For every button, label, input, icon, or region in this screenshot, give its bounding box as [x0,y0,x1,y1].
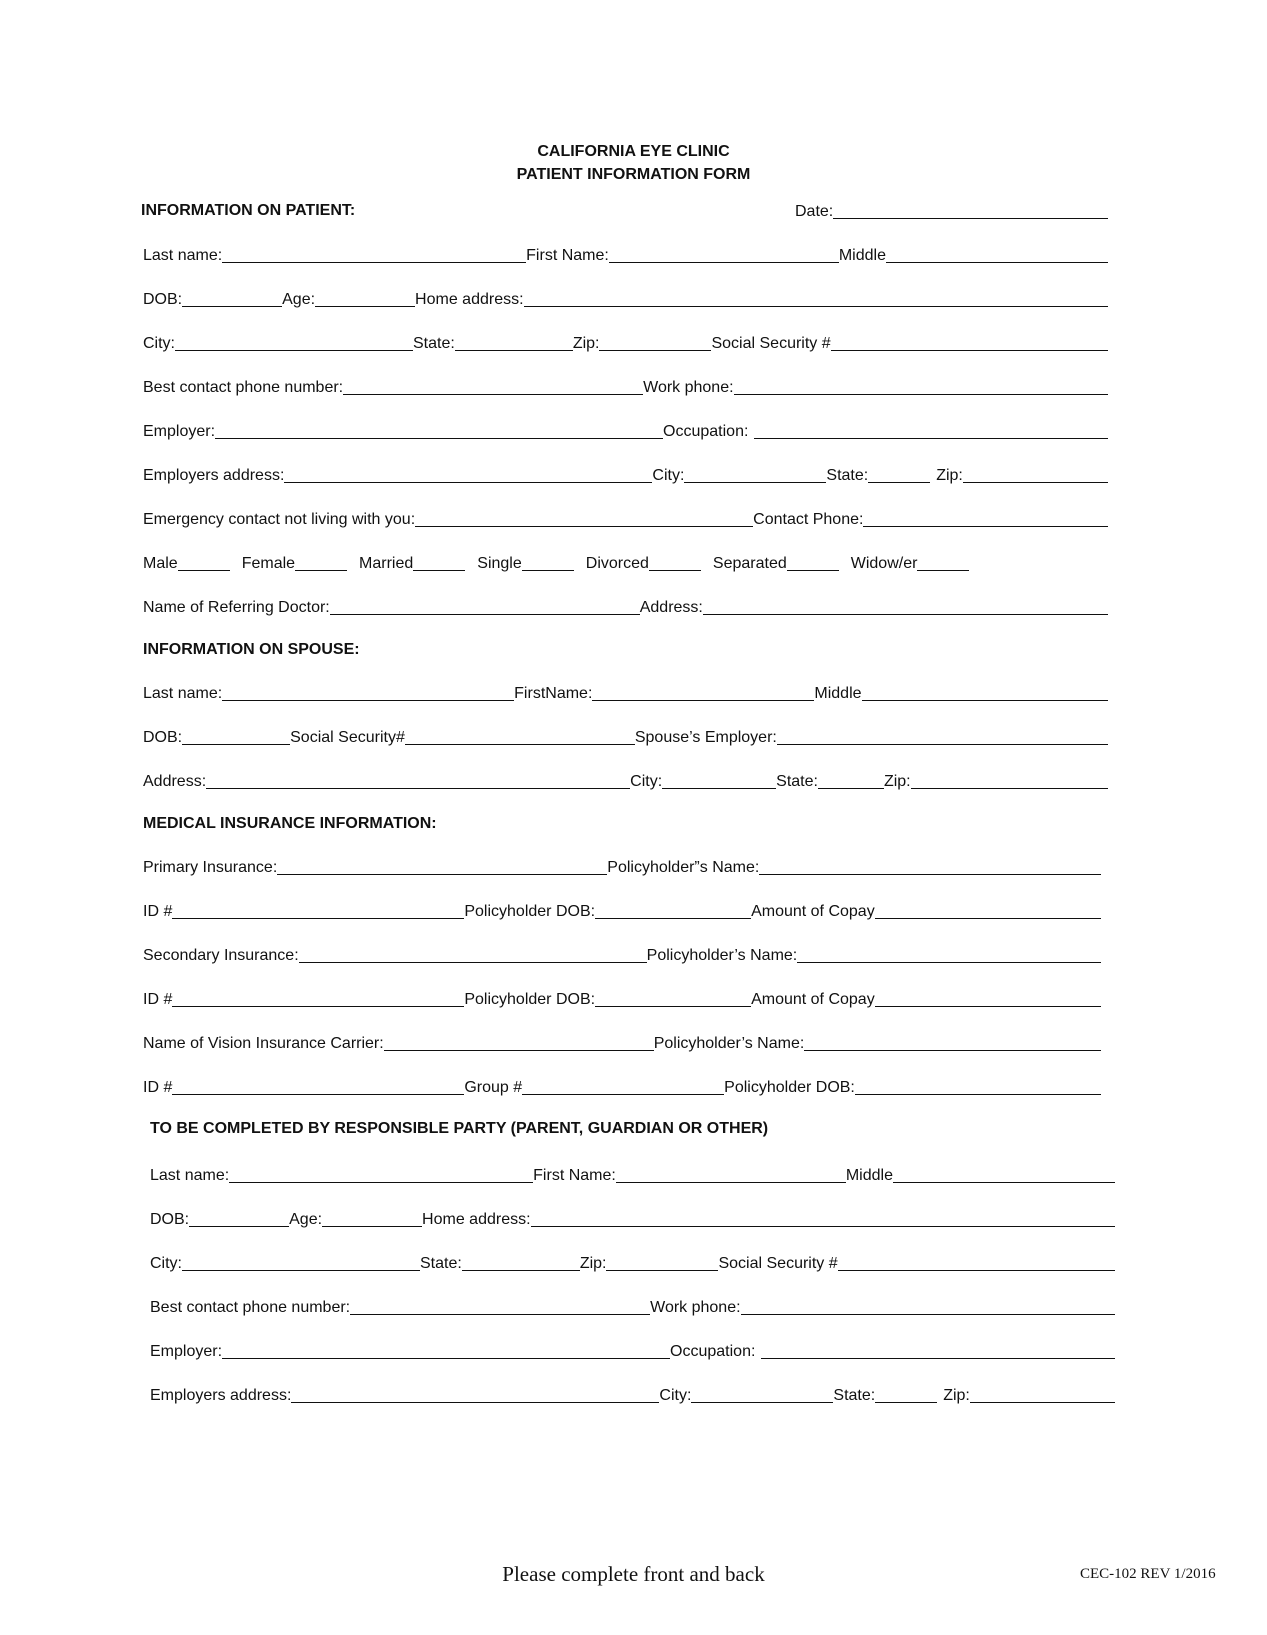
first-name-label: First Name: [526,247,609,264]
spouse-zip-label: Zip: [883,773,911,790]
state-label: State: [413,335,455,352]
patient-city-row [143,330,1108,354]
rp-employer-field[interactable] [222,1358,670,1359]
secondary-insurance-label: Secondary Insurance: [143,947,299,964]
rp-occupation-field[interactable] [761,1358,1115,1359]
referring-doctor-field[interactable] [330,614,640,615]
contact-phone-field[interactable] [863,526,1108,527]
widow-label: Widow/er [850,555,918,572]
employers-address-field[interactable] [284,482,652,483]
rp-last-name-label: Last name: [150,1167,230,1184]
secondary-insurance-row [143,942,1101,966]
separated-label: Separated [712,555,787,572]
rp-emp-state-field[interactable] [875,1402,937,1403]
spouse-city-label: City: [630,773,663,790]
form-code: CEC-102 REV 1/2016 [1080,1566,1216,1582]
male-field[interactable] [178,570,230,571]
id1-label: ID # [143,903,173,920]
ssn-label: Social Security # [711,335,831,352]
state-field[interactable] [455,350,573,351]
holder-dob2-field[interactable] [595,1006,751,1007]
id2-field[interactable] [172,1006,464,1007]
city-field[interactable] [175,350,413,351]
id3-label: ID # [143,1079,173,1096]
vision-id-row [143,1074,1101,1098]
rp-ssn-label: Social Security # [718,1255,838,1272]
spouse-employer-label: Spouse’s Employer: [634,729,777,746]
vision-carrier-label: Name of Vision Insurance Carrier: [143,1035,384,1052]
id3-field[interactable] [172,1094,464,1095]
holder-dob3-field[interactable] [855,1094,1101,1095]
section-patient: INFORMATION ON PATIENT: [141,202,356,219]
rp-emp-city-field[interactable] [691,1402,833,1403]
spouse-state-label: State: [776,773,818,790]
work-phone-label: Work phone: [643,379,734,396]
secondary-insurance-field[interactable] [299,962,647,963]
rp-middle-label: Middle [845,1167,893,1184]
patient-emergency-row [143,506,1108,530]
best-phone-field[interactable] [343,394,643,395]
rp-employers-address-label: Employers address: [150,1387,292,1404]
dob-field[interactable] [182,306,282,307]
contact-phone-label: Contact Phone: [753,511,864,528]
age-label: Age: [282,291,316,308]
primary-insurance-label: Primary Insurance: [143,859,278,876]
vision-carrier-field[interactable] [384,1050,654,1051]
spouse-name-row [143,680,1108,704]
divorced-label: Divorced [585,555,649,572]
single-label: Single [477,555,522,572]
primary-insurance-row [143,854,1101,878]
vision-holder-label: Policyholder’s Name: [653,1035,805,1052]
spouse-first-name-label: FirstName: [514,685,593,702]
employer-field[interactable] [215,438,663,439]
divorced-field[interactable] [649,570,701,571]
age-field[interactable] [315,306,415,307]
spouse-ssn-label: Social Security# [290,729,405,746]
best-phone-label: Best contact phone number: [143,379,344,396]
rp-emp-state-label: State: [833,1387,876,1404]
spouse-middle-label: Middle [814,685,862,702]
rp-home-address-label: Home address: [422,1211,531,1228]
home-address-label: Home address: [415,291,524,308]
rp-state-label: State: [420,1255,462,1272]
patient-employer-row [143,418,1108,442]
rp-city-field[interactable] [182,1270,420,1271]
form-title: PATIENT INFORMATION FORM [516,166,751,183]
last-name-field[interactable] [222,262,526,263]
rp-dob-field[interactable] [189,1226,289,1227]
patient-referring-row [143,594,1108,618]
emp-city-field[interactable] [684,482,826,483]
rp-name-row [150,1162,1115,1186]
clinic-name: CALIFORNIA EYE CLINIC [537,143,730,160]
spouse-zip-field[interactable] [911,788,1108,789]
spouse-dob-row [143,724,1108,748]
rp-age-label: Age: [289,1211,323,1228]
emp-zip-field[interactable] [963,482,1108,483]
primary-holder-label: Policyholder”s Name: [607,859,760,876]
rp-ssn-field[interactable] [838,1270,1115,1271]
married-label: Married [359,555,414,572]
rp-phone-row [150,1294,1115,1318]
rp-dob-row [150,1206,1115,1230]
rp-home-address-field[interactable] [531,1226,1115,1227]
male-label: Male [143,555,178,572]
date-row [795,198,1108,222]
married-field[interactable] [413,570,465,571]
copay1-field[interactable] [875,918,1101,919]
patient-status-row [143,550,1023,574]
zip-field[interactable] [599,350,711,351]
referring-doctor-label: Name of Referring Doctor: [143,599,330,616]
rp-first-name-field[interactable] [616,1182,846,1183]
spouse-dob-field[interactable] [182,744,290,745]
rp-work-phone-field[interactable] [741,1314,1115,1315]
patient-name-row [143,242,1108,266]
secondary-id-row [143,986,1101,1010]
emergency-field[interactable] [415,526,753,527]
secondary-holder-label: Policyholder’s Name: [646,947,798,964]
copay2-field[interactable] [875,1006,1101,1007]
section-spouse: INFORMATION ON SPOUSE: [143,641,360,658]
rp-dob-label: DOB: [150,1211,190,1228]
rp-zip-label: Zip: [579,1255,607,1272]
employers-address-label: Employers address: [143,467,285,484]
id2-label: ID # [143,991,173,1008]
emergency-label: Emergency contact not living with you: [143,511,416,528]
middle-label: Middle [838,247,886,264]
rp-best-phone-field[interactable] [350,1314,650,1315]
widow-field[interactable] [917,570,969,571]
spouse-address-label: Address: [143,773,207,790]
vision-insurance-row [143,1030,1101,1054]
spouse-middle-field[interactable] [862,700,1108,701]
female-field[interactable] [295,570,347,571]
spouse-employer-field[interactable] [777,744,1108,745]
occupation-field[interactable] [754,438,1108,439]
spouse-dob-label: DOB: [143,729,183,746]
spouse-state-field[interactable] [818,788,884,789]
rp-employers-address-field[interactable] [291,1402,659,1403]
group-label: Group # [464,1079,523,1096]
ref-address-field[interactable] [703,614,1108,615]
patient-emp-address-row [143,462,1108,486]
spouse-city-field[interactable] [662,788,776,789]
id1-field[interactable] [172,918,464,919]
city-label: City: [143,335,175,352]
single-field[interactable] [522,570,574,571]
work-phone-field[interactable] [734,394,1108,395]
rp-middle-field[interactable] [893,1182,1115,1183]
occupation-label: Occupation: [663,423,749,440]
rp-employer-row [150,1338,1115,1362]
spouse-ssn-field[interactable] [405,744,635,745]
rp-emp-zip-field[interactable] [970,1402,1115,1403]
rp-first-name-label: First Name: [533,1167,616,1184]
rp-city-label: City: [150,1255,182,1272]
rp-emp-city-label: City: [659,1387,692,1404]
rp-work-phone-label: Work phone: [650,1299,741,1316]
dob-label: DOB: [143,291,183,308]
rp-emp-address-row [150,1382,1115,1406]
spouse-address-field[interactable] [206,788,630,789]
copay1-label: Amount of Copay [751,903,875,920]
primary-insurance-field[interactable] [277,874,607,875]
copay2-label: Amount of Copay [751,991,875,1008]
patient-dob-row [143,286,1108,310]
emp-state-label: State: [826,467,869,484]
ref-address-label: Address: [639,599,703,616]
separated-field[interactable] [787,570,839,571]
middle-field[interactable] [886,262,1108,263]
holder-dob1-field[interactable] [595,918,751,919]
footer-note: Please complete front and back [502,1562,765,1586]
spouse-address-row [143,768,1108,792]
primary-id-row [143,898,1101,922]
home-address-field[interactable] [524,306,1108,307]
employer-label: Employer: [143,423,216,440]
holder-dob3-label: Policyholder DOB: [724,1079,855,1096]
rp-occupation-label: Occupation: [670,1343,756,1360]
group-field[interactable] [522,1094,724,1095]
female-label: Female [241,555,296,572]
holder-dob2-label: Policyholder DOB: [464,991,596,1008]
patient-phone-row [143,374,1108,398]
date-field[interactable] [833,218,1108,219]
secondary-holder-field[interactable] [797,962,1101,963]
holder-dob1-label: Policyholder DOB: [464,903,596,920]
rp-state-field[interactable] [462,1270,580,1271]
rp-last-name-field[interactable] [229,1182,533,1183]
rp-employer-label: Employer: [150,1343,223,1360]
date-label: Date: [795,203,834,220]
rp-city-row [150,1250,1115,1274]
emp-state-field[interactable] [868,482,930,483]
form-header [0,140,1267,186]
rp-zip-field[interactable] [606,1270,718,1271]
section-insurance: MEDICAL INSURANCE INFORMATION: [143,815,437,832]
emp-zip-label: Zip: [936,467,963,484]
zip-label: Zip: [572,335,600,352]
spouse-first-name-field[interactable] [592,700,814,701]
vision-holder-field[interactable] [804,1050,1101,1051]
last-name-label: Last name: [143,247,223,264]
spouse-last-name-label: Last name: [143,685,223,702]
emp-city-label: City: [652,467,685,484]
ssn-field[interactable] [831,350,1108,351]
primary-holder-field[interactable] [759,874,1101,875]
spouse-last-name-field[interactable] [222,700,514,701]
rp-age-field[interactable] [322,1226,422,1227]
first-name-field[interactable] [609,262,839,263]
rp-best-phone-label: Best contact phone number: [150,1299,351,1316]
section-responsible-party: TO BE COMPLETED BY RESPONSIBLE PARTY (PARENT, GUARDIAN OR OTHER) [150,1120,769,1137]
rp-emp-zip-label: Zip: [943,1387,970,1404]
